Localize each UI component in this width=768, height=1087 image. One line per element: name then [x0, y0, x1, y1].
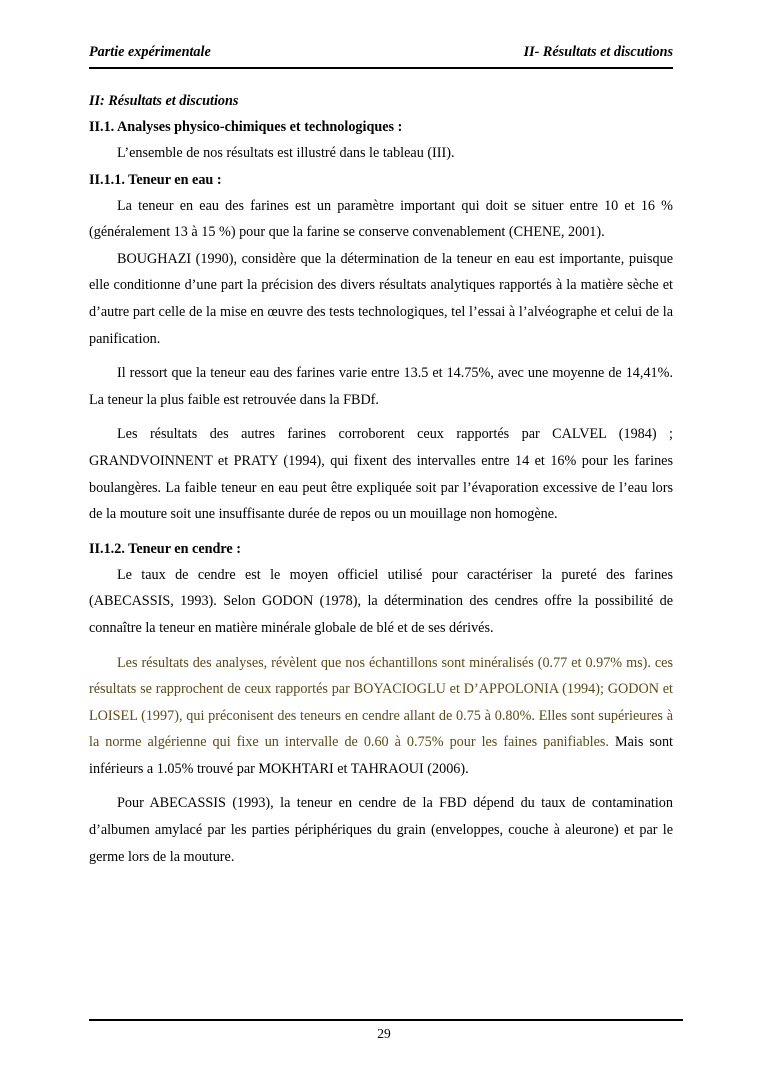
results-text-continuation: Mais sont inférieurs a 1.05% trouvé par MOKHTARI et TAHRAOUI (2006). [89, 734, 673, 777]
paragraph-water-content-2: BOUGHAZI (1990), considère que la détermination de la teneur en eau est importante, puisque elle conditionne d’une part la précision des divers résultats analytiques rapportés à la matière sèche et d’autre part celle de la mise en œuvre des tests technologiques, tel l’essai à l’alvéographe et celui de la panification. [89, 250, 673, 347]
footer-divider [89, 1019, 683, 1021]
section-title: II: Résultats et discutions [89, 93, 239, 109]
header-divider [89, 67, 673, 69]
subsection-1-2-title: II.1.2. Teneur en cendre : [89, 540, 242, 557]
highlighted-results-text: Les résultats des analyses, révèlent que nos échantillons sont minéralisés (0.77 et 0.97% ms). ces résultats se rapprochent de ceux rapportés par BOYACIOGLU et D’APPOLONIA (1994); GODON et LOISEL (1997), qui préconisent des teneurs en cendre allant de 0.75 à 0.80%. Elles sont supérieures à la norme algérienne qui fixe un intervalle de 0.60 à 0.75% pour les faines panifiables. [89, 654, 673, 751]
subsection-1-title: II.1. Analyses physico-chimiques et technologiques : [89, 119, 403, 135]
header-left-title: Partie expérimentale [89, 44, 211, 60]
subsection-1-1-title: II.1.1. Teneur en eau : [89, 171, 222, 188]
paragraph-water-content-1: La teneur en eau des farines est un paramètre important qui doit se situer entre 10 et 16 % (généralement 13 à 15 %) pour que la farine se conserve convenablement (CHENE, 2001). [89, 197, 673, 241]
paragraph-ash-content-1: Le taux de cendre est le moyen officiel utilisé pour caractériser la pureté des farines (ABECASSIS, 1993). Selon GODON (1978), la détermination des cendres offre la possibilité de connaître la teneur en matière minérale globale de blé et de ses dérivés. [89, 566, 673, 636]
paragraph-ash-content-2 [89, 650, 673, 783]
page-number: 29 [377, 1026, 391, 1041]
header-right-title: II- Résultats et discutions [523, 44, 673, 60]
paragraph-water-content-4: Les résultats des autres farines corroborent ceux rapportés par CALVEL (1984) ; GRANDVOINNENT et PRATY (1994), qui fixent des intervalles entre 14 et 16% pour les farines boulangères. La faible teneur en eau peut être expliquée soit par l’évaporation excessive de l’eau lors de la mouture soit une insuffisante durée de repos ou un mouillage non homogène. [89, 426, 673, 523]
running-header [89, 44, 673, 66]
subsection-1-intro: L’ensemble de nos résultats est illustré dans le tableau (III). [117, 145, 455, 161]
paragraph-ash-content-3: Pour ABECASSIS (1993), la teneur en cendre de la FBD dépend du taux de contamination d’albumen amylacé par les parties périphériques du grain (enveloppes, couche à aleurone) et par le germe lors de la mouture. [89, 795, 673, 865]
page-body [89, 88, 673, 870]
paragraph-water-content-3: Il ressort que la teneur eau des farines varie entre 13.5 et 14.75%, avec une moyenne de 14,41%. La teneur la plus faible est retrouvée dans la FBDf. [89, 365, 673, 408]
